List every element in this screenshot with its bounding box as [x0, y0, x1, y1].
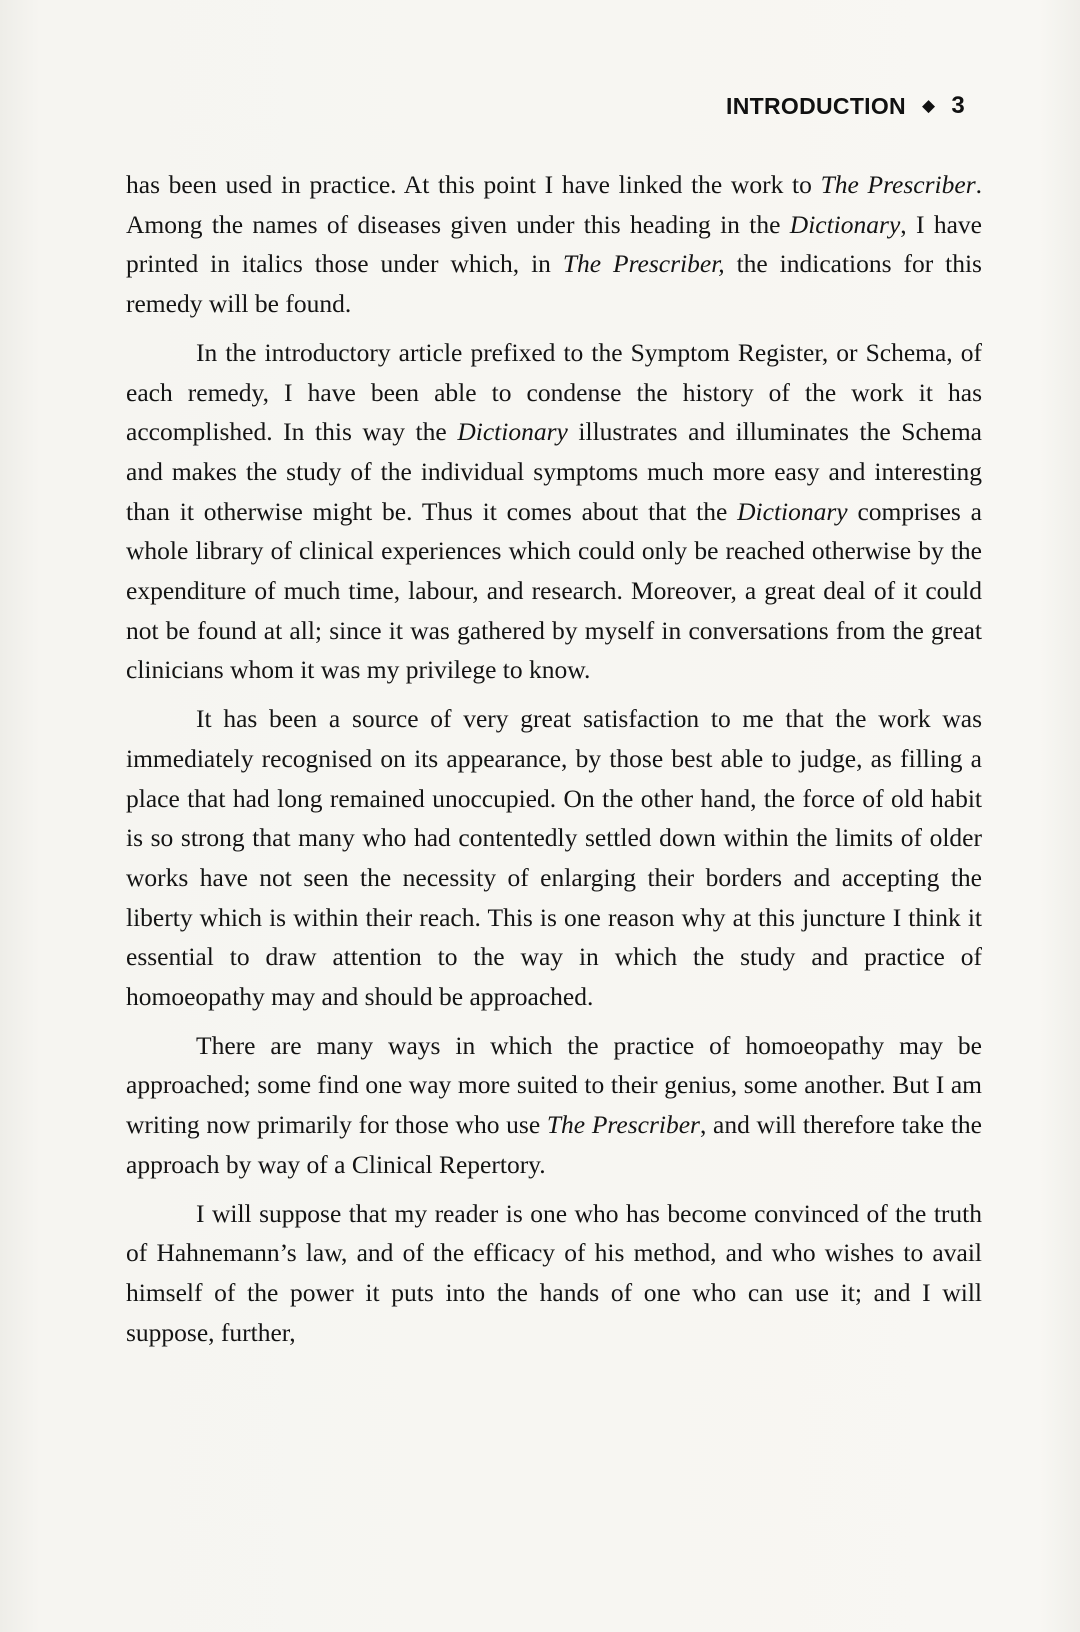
italic-title: The Prescriber,: [562, 249, 725, 279]
italic-title: Dictionary: [457, 417, 568, 447]
paragraph: has been used in practice. At this point I have linked the work to The Prescriber. Among the names of diseases given under this heading in the Dictionary, I have printed in italics those under which, in The Prescriber, the indications for this remedy will be found.: [126, 170, 982, 319]
paragraph: It has been a source of very great satisfaction to me that the work was immediately recognised on its appearance, by those best able to judge, as filling a place that had long remained unoccupied. On the other hand, the force of old habit is so strong that many who had contentedly settled down within the limits of older works have not seen the necessity of enlarging their borders and accepting the liberty which is within their reach. This is one reason why at this juncture I think it essential to draw attention to the way in which the study and practice of homoeopathy may and should be approached.: [126, 704, 982, 1012]
italic-title: The Prescriber: [820, 170, 976, 199]
body-text: [126, 165, 982, 1352]
section-title: INTRODUCTION: [726, 92, 906, 119]
italic-title: Dictionary: [737, 496, 848, 526]
italic-title: Dictionary: [789, 209, 901, 239]
page-number: 3: [951, 92, 965, 119]
diamond-icon: ◆: [921, 96, 936, 115]
italic-title: The Prescriber: [546, 1110, 700, 1140]
paragraph: There are many ways in which the practice of homoeopathy may be approached; some find one way more suited to their genius, some another. But I am writing now primarily for those who use The Prescriber, and will therefore take the approach by way of a Clinical Repertory.: [126, 1030, 982, 1179]
paragraph: In the introductory article prefixed to the Symptom Register, or Schema, of each remedy, I have been able to condense the history of the work it has accomplished. In this way the Dictionary illustrates and illuminates the Schema and makes the study of the individual symptoms much more easy and interesting than it otherwise might be. Thus it comes about that the Dictionary comprises a whole library of clinical experiences which could only be reached otherwise by the expenditure of much time, labour, and research. Moreover, a great deal of it could not be found at all; since it was gathered by myself in conversations from the great clinicians whom it was my privilege to know.: [126, 337, 982, 685]
running-header: [726, 92, 965, 120]
paragraph: I will suppose that my reader is one who has become convinced of the truth of Hahnemann’s law, and of the efficacy of his method, and who wishes to avail himself of the power it puts into the hands of one who can use it; and I will suppose, further,: [126, 1198, 982, 1347]
